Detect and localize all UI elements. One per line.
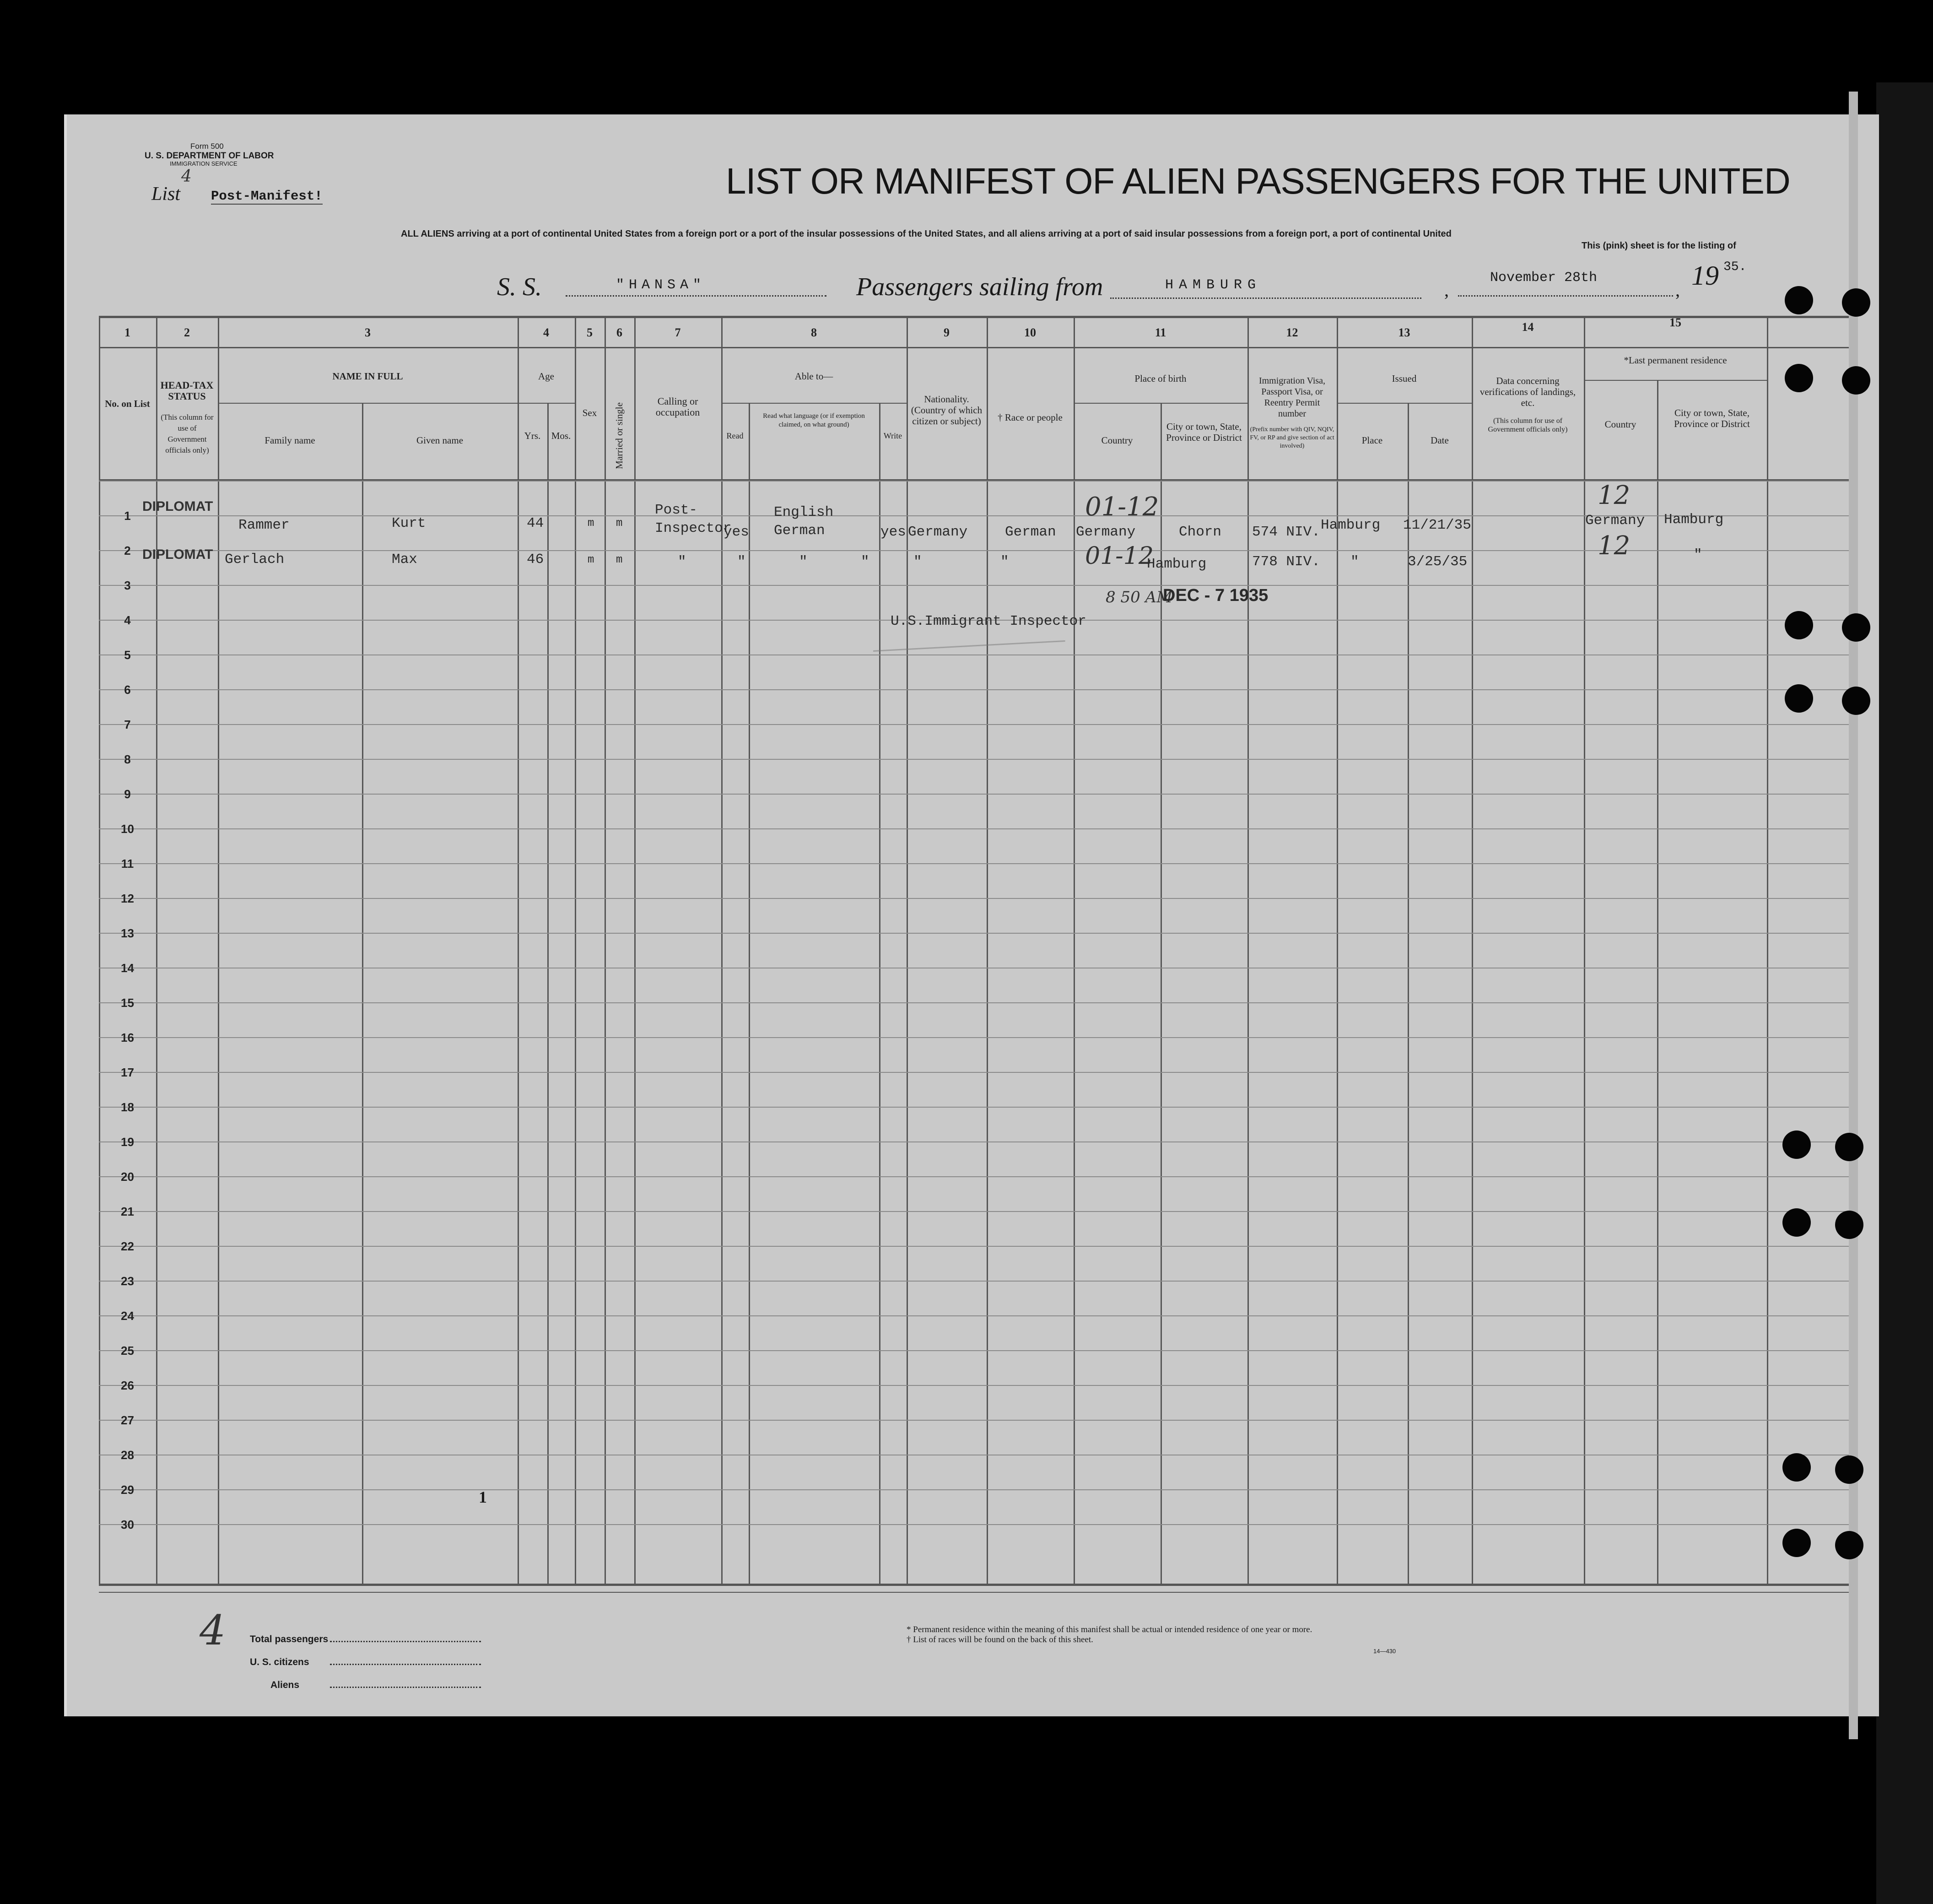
header-head-tax-note: (This column for use of Government officials only) [161,413,214,454]
header-read-language: Read what language (or if exemption claimed, on what ground) [763,412,865,428]
row1-nationality: Germany [908,524,968,540]
footnote-races: † List of races will be found on the back of this sheet. [907,1635,1093,1644]
subtitle-line2: This (pink) sheet is for the listing of [1582,241,1736,251]
header-family-name: Family name [265,435,315,446]
header-write: Write [883,431,902,440]
header-nationality: Nationality. (Country of which citizen or subject) [911,394,983,427]
row2-head-tax: DIPLOMAT [142,547,213,562]
colnum-4: 4 [543,326,549,339]
row-number: 11 [121,857,134,871]
punch-hole [1842,687,1870,715]
punch-hole [1782,1130,1811,1159]
header-read: Read [726,431,744,440]
colnum-5: 5 [587,326,593,339]
colnum-14: 14 [1522,320,1534,334]
row2-race: " [1000,554,1009,570]
row1-birth-code: 01-12 [1085,492,1159,522]
row1-married: m [616,517,623,530]
row-rule [99,654,1852,655]
header-mos: Mos. [551,430,571,441]
row-rule [99,1246,1852,1247]
row-rule [99,550,1852,551]
punch-hole [1785,286,1813,314]
row1-head-tax: DIPLOMAT [142,499,213,514]
inspector-time: 8 50 AM [1106,588,1172,606]
punch-hole [1842,288,1870,317]
list-number: 4 [181,167,192,186]
form-code: 14—430 [1373,1648,1396,1655]
row-rule [99,1141,1852,1142]
row-number: 4 [124,613,131,627]
row1-res-code: 12 [1598,481,1631,510]
punch-hole [1835,1133,1863,1161]
row-number: 2 [124,544,131,557]
row-rule [99,1315,1852,1316]
row2-sex: m [588,554,594,566]
row-number: 26 [121,1379,134,1392]
row2-given-name: Max [392,552,417,568]
row2-res-country: 12 [1598,531,1631,561]
ss-label: S. S. [497,273,542,301]
row-rule [99,1385,1852,1386]
header-calling: Calling or occupation [655,395,700,418]
colnum-15: 15 [1669,316,1681,329]
dark-margin [1876,82,1933,1904]
row-rule [99,1072,1852,1073]
row-number: 13 [121,926,134,940]
punch-hole [1782,1208,1811,1237]
row1-issued-date: 11/21/35 [1403,517,1471,533]
row-number: 17 [121,1066,134,1079]
stray-mark: 1 [479,1488,487,1506]
sailing-date: November 28th [1490,270,1598,286]
list-type: Post-Manifest! [211,189,323,204]
colnum-8: 8 [811,326,817,339]
row1-birth-country: Germany [1076,524,1136,540]
header-place-of-birth: Place of birth [1134,373,1187,384]
row1-res-city: Hamburg [1664,512,1724,528]
row-number: 15 [121,996,134,1010]
row-rule [99,585,1852,586]
row2-calling: " [678,554,686,570]
row-rule [99,794,1852,795]
row-number: 16 [121,1031,134,1044]
service: IMMIGRATION SERVICE [170,160,238,167]
row-rule [99,1420,1852,1421]
row2-res-city: " [1694,547,1702,563]
subtitle-line1: ALL ALIENS arriving at a port of continental United States from a foreign port or a port of the insular possessions of the United States, and all aliens arriving at a port of said insular possessions from a foreign port, a port of continental United [401,229,1452,239]
row-rule [99,759,1852,760]
row-number: 8 [124,752,131,766]
punch-hole [1785,364,1813,392]
header-last-residence: *Last permanent residence [1624,355,1727,366]
header-no-on-list: No. on List [105,398,150,409]
row2-visa: 778 NIV. [1252,554,1320,570]
row-number: 6 [124,683,131,697]
row-number: 24 [121,1309,134,1323]
row-number: 9 [124,787,131,801]
row2-birth-country: 01-12 [1085,542,1154,570]
form-number: Form 500 [190,142,224,151]
row-number: 21 [121,1205,134,1218]
row2-birth-city: Hamburg [1147,556,1207,572]
row-number: 19 [121,1135,134,1149]
row1-language: English German [774,504,834,539]
total-passengers-label: Total passengers [250,1634,329,1644]
header-residence-country: Country [1604,419,1636,430]
department: U. S. DEPARTMENT OF LABOR [145,151,274,161]
row1-race: German [1005,524,1056,540]
row-number: 5 [124,648,131,662]
punch-hole [1842,613,1870,642]
ship-name: "HANSA" [616,277,706,293]
date-stamp: DEC - 7 1935 [1163,586,1269,605]
header-race: † Race or people [998,412,1063,423]
row-rule [99,1002,1852,1003]
aliens-label: Aliens [270,1680,300,1690]
row-number: 7 [124,718,131,731]
row2-age: 46 [527,552,544,568]
row-rule [99,1350,1852,1351]
row2-issued-date: 3/25/35 [1408,554,1468,570]
year-suffix: 35. [1723,260,1747,274]
colnum-12: 12 [1286,326,1298,339]
header-given-name: Given name [416,435,464,446]
header-residence-city: City or town, State, Province or District [1674,407,1750,429]
colnum-9: 9 [944,326,950,339]
row-number: 20 [121,1170,134,1184]
inspector-label: U.S.Immigrant Inspector [891,613,1086,629]
colnum-11: 11 [1155,326,1166,339]
row-rule [99,1524,1852,1525]
row-rule [99,724,1852,725]
header-data-concerning: Data concerning verifications of landings, etc. [1479,375,1576,408]
colnum-10: 10 [1024,326,1036,339]
header-name-in-full: NAME IN FULL [332,371,403,382]
header-data-note: (This column for use of Government officials only) [1488,417,1568,433]
colnum-7: 7 [675,326,681,339]
punch-hole [1835,1211,1863,1239]
list-label: List [151,184,181,205]
row-rule [99,1489,1852,1490]
row1-res-country: Germany [1585,513,1645,529]
row-number: 18 [121,1100,134,1114]
header-issued-place: Place [1361,435,1383,446]
header-visa-note: (Prefix number with QIV, NQIV, FV, or RP and give section of act involved) [1250,426,1334,449]
manifest-sheet: Form 500 U. S. DEPARTMENT OF LABOR IMMIGRATION SERVICE List 4 Post-Manifest! LIST OR MANIFEST OF ALIEN PASSENGERS FOR THE UNITED ALL ALIENS arriving at a port of continental United States from a foreign port or a port of the insular possessions of the United States, and all aliens arriving at a port of said insular possessions from a foreign port, a port of continental United This (pink) sheet is for the listing of S. S. "HANSA" Passengers sailing from HAMBURG , November 28th , 19 35. 1 2 3 4 5 6 7 8 9 10 11 12 13 14 15 No. on List HEAD-TAX STATUS (This column for use of Government officials only) NAME IN FULL Family name Given name Age Yrs. Mos. Sex Married or single Calling or occupation Able to— Read Read what language (or if exemption claimed, on what ground) Write Nationality. (Country of which citizen or subject) † Race or people Place of birth Country City or town, State, Province or District Immigration Visa, Passport Visa, or Reentry Permit number (Prefix number with QIV, NQIV, FV, or RP and give section of act involved) Issued Place Date Data concerning verifications of landings, etc. (This column for use of Government officials only) *Last permanent residence Country City or town, State, Province or District 1 2 3 4 5 6 7 8 9 10 11 12 13 14 15 16 17 18 19 20 21 22 23 24 25 26 27 28 29 30 DIPLOMAT Rammer Kurt 44 m m Post-Inspector yes English German yes Germany German 01-12 Germany Chorn 574 NIV. Hamburg 11/21/35 12 Germany Hamburg DIPLOMAT Gerlach Max 46 m m " " " " " " 01-12 Hamburg 778 NIV. " 3/25/35 12 " U.S.Immigrant Inspector 8 50 AM DEC - 7 1935 1 4 Total passengers U. S. citizens Aliens * Permanent residence within the meaning of this manifest shall be actual or intended residence of one year or more. † List of races will be found on the back of this sheet. 14—430 [64,114,1879,1716]
punch-hole [1782,1529,1811,1557]
row-number: 28 [121,1448,134,1462]
sailing-label: Passengers sailing from [856,273,1103,301]
header-birth-country: Country [1101,435,1133,446]
header-able-to: Able to— [794,371,833,382]
footnote-residence: * Permanent residence within the meaning of this manifest shall be actual or intended residence of one year or more. [907,1625,1312,1634]
row1-calling: Post-Inspector [655,502,732,536]
punch-hole [1782,1453,1811,1482]
row-rule [99,689,1852,690]
row-number: 22 [121,1239,134,1253]
row-number: 27 [121,1413,134,1427]
row2-issued-place: " [1350,554,1359,570]
row-rule [99,1037,1852,1038]
punch-hole [1835,1531,1863,1559]
header-issued: Issued [1392,373,1417,384]
row-rule [99,863,1852,864]
margin-mark: 4 [200,1606,226,1655]
row1-issued-place: Hamburg [1321,517,1381,533]
header-age: Age [538,371,554,382]
row-rule [99,1211,1852,1212]
row-number: 29 [121,1483,134,1497]
header-head-tax: HEAD-TAX STATUS [160,379,214,402]
row-number: 3 [124,579,131,592]
colnum-3: 3 [365,326,371,339]
row2-language: " [799,554,808,570]
punch-hole [1785,611,1813,639]
row1-visa: 574 NIV. [1252,524,1320,540]
colnum-1: 1 [124,326,130,339]
sheet-edge [1849,92,1858,1739]
row-number: 23 [121,1274,134,1288]
punch-hole [1785,684,1813,713]
row1-sex: m [588,517,594,530]
header-sex: Sex [582,407,597,418]
row-rule [99,1281,1852,1282]
row-number: 25 [121,1344,134,1358]
row1-given-name: Kurt [392,515,426,531]
row2-nationality: " [913,554,922,570]
header-immigration-visa: Immigration Visa, Passport Visa, or Reentry Permit number [1258,376,1326,419]
punch-hole [1835,1455,1863,1484]
port: HAMBURG [1165,277,1262,293]
header-birth-city: City or town, State, Province or District [1166,421,1242,443]
row-number: 30 [121,1518,134,1531]
row-number: 14 [121,961,134,975]
colnum-2: 2 [184,326,190,339]
row-rule [99,1107,1852,1108]
row2-family-name: Gerlach [225,552,285,568]
row-rule [99,828,1852,829]
colnum-13: 13 [1398,326,1410,339]
row-number: 1 [124,509,131,523]
colnum-6: 6 [616,326,622,339]
header-married-single: Married or single [614,402,625,469]
row-number: 10 [121,822,134,836]
row2-read: " [737,554,746,570]
row2-write: " [861,554,869,570]
row1-write: yes [880,524,906,540]
header-issued-date: Date [1431,435,1449,446]
row-rule [99,898,1852,899]
us-citizens-label: U. S. citizens [250,1657,309,1667]
row2-married: m [616,554,623,566]
row1-age: 44 [527,515,544,531]
row1-read: yes [724,524,749,540]
year-prefix: 19 [1691,260,1719,291]
row-rule [99,1176,1852,1177]
row-rule [99,933,1852,934]
page-title: LIST OR MANIFEST OF ALIEN PASSENGERS FOR THE UNITED [726,161,1790,201]
row-number: 12 [121,892,134,905]
punch-hole [1842,366,1870,395]
header-yrs: Yrs. [524,430,541,441]
row1-birth-city: Chorn [1179,524,1222,540]
row1-family-name: Rammer [238,517,290,533]
